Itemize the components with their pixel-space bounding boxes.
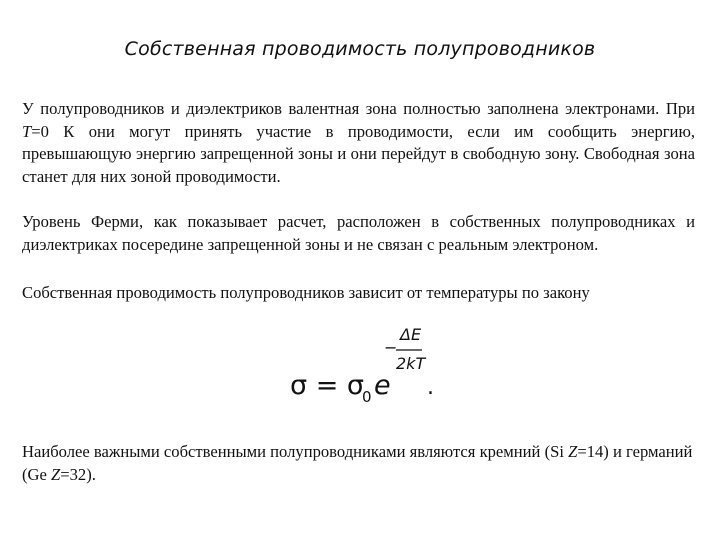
- paragraph1-text-a: У полупроводников и диэлектриков валентная зона полностью заполнена электронами. При: [22, 99, 695, 118]
- paragraph1-text-b: =0 К они могут принять участие в проводимости, если им сообщить энергию, превышающую энергию запрещенной зоны и они перейдут в свободную зону. Свободная зона станет для них зоной проводимости.: [22, 121, 695, 186]
- formula-denominator: 2kT: [396, 354, 426, 373]
- conductivity-formula: [290, 318, 450, 408]
- paragraph-temperature-law: Собственная проводимость полупроводников зависит от температуры по закону: [22, 283, 590, 302]
- formula-numerator: ΔE: [400, 325, 422, 344]
- paragraph-fermi-level: Уровень Ферми, как показывает расчет, расположен в собственных полупроводниках и диэлектриках посередине запрещенной зоны и не связан с реальным электроном.: [22, 212, 695, 254]
- formula-svg: [290, 318, 450, 408]
- paragraph4-text-a: Наиболее важными собственными полупроводниками являются кремний (Si: [22, 442, 569, 461]
- paragraph4-text-c: =32).: [60, 464, 96, 484]
- variable-T: T: [22, 121, 32, 141]
- formula-minus: −: [384, 338, 398, 357]
- formula-exp-base: e: [374, 370, 391, 401]
- paragraph-semiconductors: [22, 441, 695, 486]
- formula-lhs: σ = σ: [290, 370, 365, 401]
- slide-title: Собственная проводимость полупроводников: [124, 38, 596, 60]
- paragraph-valence-band: [22, 98, 695, 188]
- formula-period: .: [427, 375, 434, 400]
- paragraph4-text-b: =14) и германий (Ge: [22, 442, 693, 484]
- formula-subscript: 0: [362, 388, 372, 406]
- variable-Z-si: Z: [568, 442, 578, 461]
- variable-Z-ge: Z: [51, 464, 61, 484]
